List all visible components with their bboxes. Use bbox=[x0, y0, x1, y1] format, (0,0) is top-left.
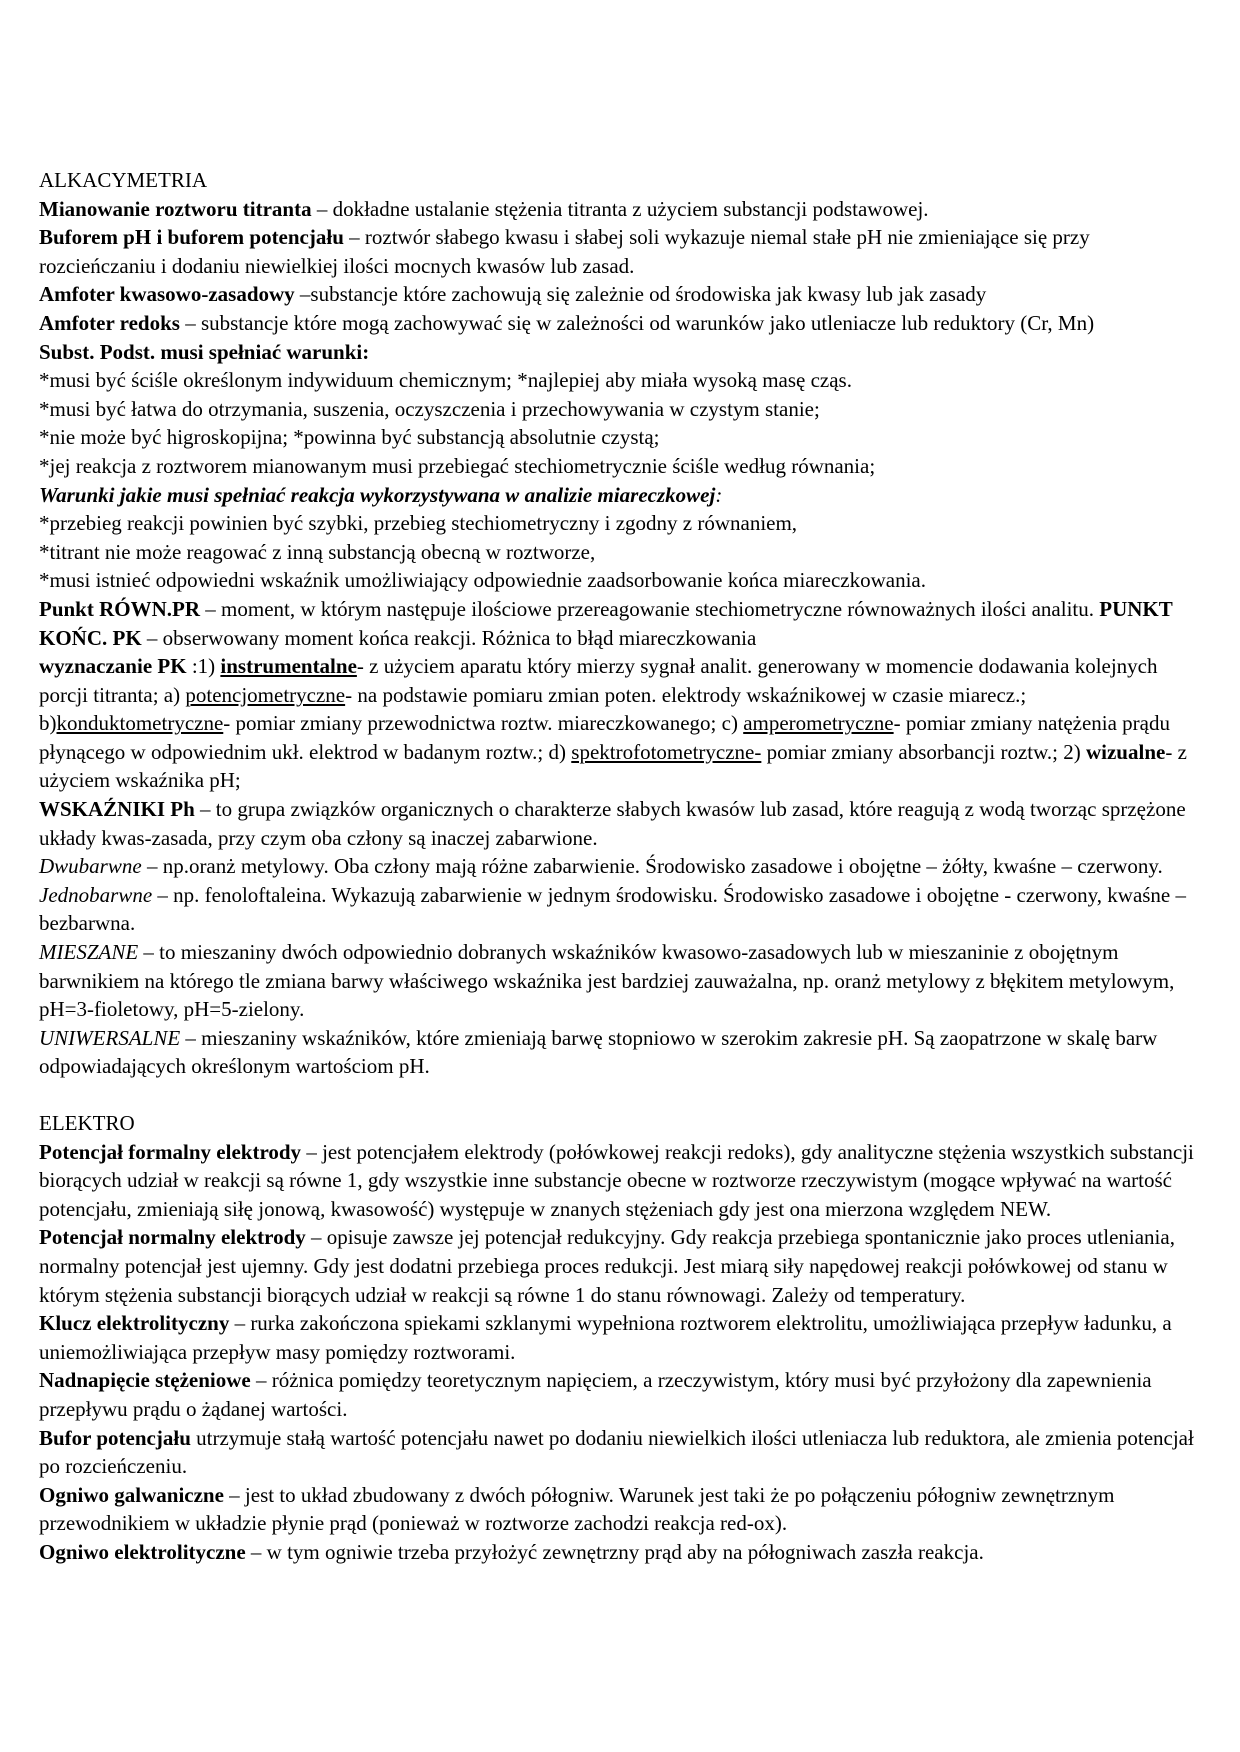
paragraph-nadnapiecie bbox=[39, 1366, 1210, 1423]
term-punkt-rown: Punkt RÓWN.PR bbox=[39, 596, 201, 621]
list-item: *przebieg reakcji powinien być szybki, przebieg stechiometryczny i zgodny z równaniem, bbox=[39, 511, 798, 536]
term-ogniwo-elektrolityczne: Ogniwo elektrolityczne bbox=[39, 1539, 246, 1564]
paragraph-wskazniki bbox=[39, 795, 1210, 852]
term-nadnapiecie: Nadnapięcie stężeniowe bbox=[39, 1368, 251, 1393]
term-bufor-potencjalu: Bufor potencjału bbox=[39, 1425, 191, 1450]
term-ogniwo-galwaniczne: Ogniwo galwaniczne bbox=[39, 1482, 224, 1507]
definition-text: – mieszaniny wskaźników, które zmieniają barwę stopniowo w szerokim zakresie pH. Są zaopatrzone w skalę barw odpowiadających określonym wartościom pH. bbox=[39, 1025, 1158, 1079]
text-fragment: :1) bbox=[186, 654, 221, 679]
term-amfoter-redoks: Amfoter redoks bbox=[39, 310, 180, 335]
paragraph-bufor-ph bbox=[39, 223, 1210, 280]
term-wyznaczanie-pk: wyznaczanie PK bbox=[39, 654, 187, 679]
term-instrumentalne: instrumentalne bbox=[220, 654, 357, 679]
list-item: *jej reakcja z roztworem mianowanym musi przebiegać stechiometrycznie ściśle według równania; bbox=[39, 453, 876, 478]
list-item: *musi być łatwa do otrzymania, suszenia, oczyszczenia i przechowywania w czystym stanie; bbox=[39, 396, 820, 421]
definition-text: – dokładne ustalanie stężenia titranta z użyciem substancji podstawowej. bbox=[311, 196, 929, 221]
definition-text: – to grupa związków organicznych o charakterze słabych kwasów lub zasad, które reagują z wodą tworząc sprzężone układy kwas-zasada, przy czym oba człony są inaczej zabarwione. bbox=[39, 797, 1186, 850]
term-uniwersalne: UNIWERSALNE bbox=[39, 1025, 181, 1050]
text-fragment: - pomiar zmiany natężenia prądu płynącego w odpowiednim ukł. elektrod w badanym roztw.; d) bbox=[39, 711, 1170, 764]
term-potencjal-normalny: Potencjał normalny elektrody bbox=[39, 1225, 306, 1250]
text-fragment: - z użyciem aparatu który mierzy sygnał analit. generowany w momencie dodawania kolejnych porcji titranta; a) bbox=[39, 654, 1158, 707]
section-elektro bbox=[39, 1109, 1210, 1567]
paragraph-amfoter-kz bbox=[39, 280, 1210, 309]
paragraph-bufor-potencjalu bbox=[39, 1424, 1210, 1481]
definition-text: – różnica pomiędzy teoretycznym napięciem, a rzeczywistym, który musi być przyłożony dla zapewnienia przepływu prądu o żądanej wartości. bbox=[39, 1368, 1152, 1421]
paragraph-mianowanie bbox=[39, 195, 1210, 224]
definition-text: – jest potencjałem elektrody (połówkowej reakcji redoks), gdy analityczne stężenia wszystkich substancji biorących udział w reakcji są równe 1, gdy wszystkie inne substancje obecne w roztworze rzeczywistym (mogące wpływać na wartość potencjału, zmieniają siłę jonową, kwasowość) występuje w znanych stężeniach gdy jest ona mierzona względem NEW. bbox=[39, 1139, 1194, 1221]
definition-text: – opisuje zawsze jej potencjał redukcyjny. Gdy reakcja przebiega spontanicznie jako proces utleniania, normalny potencjał jest ujemny. Gdy jest dodatni przebiega proces redukcji. Jest miarą siły napędowej reakcji połówkowej od stanu w którym stężenia substancji biorących udział w reakcji są równe 1 do stanu równowagi. Zależy od temperatury. bbox=[39, 1225, 1175, 1307]
paragraph-uniwersalne bbox=[39, 1024, 1210, 1081]
paragraph-klucz bbox=[39, 1309, 1210, 1366]
term-jednobarwne: Jednobarwne bbox=[39, 882, 153, 907]
colon: : bbox=[715, 482, 723, 507]
term-dwubarwne: Dwubarwne bbox=[39, 854, 142, 879]
term-bufor-ph: Buforem pH i buforem potencjału bbox=[39, 225, 344, 250]
term-amfoter-kz: Amfoter kwasowo-zasadowy bbox=[39, 282, 295, 307]
definition-text: – rurka zakończona spiekami szklanymi wypełniona roztworem elektrolitu, umożliwiająca przepływ ładunku, a uniemożliwiająca przepływ masy pomiędzy roztworami. bbox=[39, 1311, 1172, 1364]
term-punkt-konc: PUNKT KOŃC. PK bbox=[39, 596, 1173, 650]
heading-subst-podst: Subst. Podst. musi spełniać warunki: bbox=[39, 339, 370, 364]
definition-text: – obserwowany moment końca reakcji. Różnica to błąd miareczkowania bbox=[141, 625, 757, 650]
definition-text: – jest to układ zbudowany z dwóch półogniw. Warunek jest taki że po połączeniu półogniw zewnętrznym przewodnikiem w układzie płynie prąd (ponieważ w roztworze zachodzi reakcja red-ox). bbox=[39, 1482, 1115, 1536]
definition-text: – w tym ogniwie trzeba przyłożyć zewnętrzny prąd aby na półogniwach zaszła reakcja. bbox=[245, 1539, 984, 1564]
paragraph-potencjal-normalny bbox=[39, 1223, 1210, 1309]
paragraph-mieszane bbox=[39, 938, 1210, 1024]
text-fragment: - pomiar zmiany przewodnictwa roztw. miareczkowanego; c) bbox=[223, 711, 744, 736]
term-wskazniki: WSKAŹNIKI Ph bbox=[39, 797, 195, 822]
paragraph-amfoter-redoks bbox=[39, 309, 1210, 338]
term-amperometryczne: amperometryczne bbox=[743, 711, 894, 736]
term-potencjometryczne: potencjometryczne bbox=[185, 682, 346, 707]
section-title-elektro: ELEKTRO bbox=[39, 1111, 135, 1135]
heading-warunki-reakcji bbox=[39, 481, 1210, 510]
paragraph-jednobarwne bbox=[39, 881, 1210, 938]
section-title-alkacymetria: ALKACYMETRIA bbox=[39, 168, 207, 192]
definition-text: – substancje które mogą zachowywać się w zależności od warunków jako utleniacze lub reduktory (Cr, Mn) bbox=[179, 310, 1095, 335]
term-mieszane: MIESZANE bbox=[39, 940, 139, 965]
list-item: *nie może być higroskopijna; *powinna być substancją absolutnie czystą; bbox=[39, 425, 660, 450]
paragraph-wyznaczanie-pk bbox=[39, 652, 1210, 795]
term-potencjal-formalny: Potencjał formalny elektrody bbox=[39, 1139, 302, 1164]
definition-text: – np.oranż metylowy. Oba człony mają różne zabarwienie. Środowisko zasadowe i obojętne – żółty, kwaśne – czerwony. bbox=[141, 854, 1163, 879]
list-item: *musi być ściśle określonym indywiduum chemicznym; *najlepiej aby miała wysoką masę cząs. bbox=[39, 368, 852, 393]
term-warunki-reakcji: Warunki jakie musi spełniać reakcja wykorzystywana w analizie miareczkowej bbox=[39, 482, 716, 507]
definition-text: –substancje które zachowują się zależnie od środowiska jak kwasy lub jak zasady bbox=[294, 282, 987, 307]
definition-text: utrzymuje stałą wartość potencjału nawet po dodaniu niewielkich ilości utleniacza lub reduktora, ale zmienia potencjał po rozcieńczeniu. bbox=[39, 1425, 1194, 1479]
definition-text: – roztwór słabego kwasu i słabej soli wykazuje niemal stałe pH nie zmieniające się przy rozcieńczaniu i dodaniu niewielkiej ilości mocnych kwasów lub zasad. bbox=[39, 225, 1090, 278]
term-konduktometryczne: konduktometryczne bbox=[56, 711, 224, 736]
section-spacer bbox=[39, 1081, 1210, 1109]
section-alkacymetria bbox=[39, 166, 1210, 1081]
text-fragment: pomiar zmiany absorbancji roztw.; 2) bbox=[761, 739, 1086, 764]
paragraph-punkt-rown bbox=[39, 595, 1210, 652]
list-item: *musi istnieć odpowiedni wskaźnik umożliwiający odpowiednie zaadsorbowanie końca miareczkowania. bbox=[39, 568, 926, 593]
term-wizualne: wizualne bbox=[1085, 739, 1166, 764]
list-item: *titrant nie może reagować z inną substancją obecną w roztworze, bbox=[39, 539, 596, 564]
paragraph-ogniwo-elektrolityczne bbox=[39, 1538, 1210, 1567]
definition-text: – np. fenoloftaleina. Wykazują zabarwienie w jednym środowisku. Środowisko zasadowe i obojętne - czerwony, kwaśne – bezbarwna. bbox=[39, 882, 1187, 936]
text-fragment: - na podstawie pomiaru zmian poten. elektrody wskaźnikowej w czasie miarecz.; b) bbox=[39, 682, 1027, 736]
term-klucz: Klucz elektrolityczny bbox=[39, 1311, 230, 1336]
definition-text: – moment, w którym następuje ilościowe przereagowanie stechiometryczne równoważnych ilości analitu. bbox=[200, 596, 1100, 621]
term-spektrofotometryczne: spektrofotometryczne- bbox=[571, 739, 762, 764]
paragraph-potencjal-formalny bbox=[39, 1138, 1210, 1224]
paragraph-ogniwo-galwaniczne bbox=[39, 1481, 1210, 1538]
term-mianowanie: Mianowanie roztworu titranta bbox=[39, 196, 312, 221]
text-fragment: - z użyciem wskaźnika pH; bbox=[39, 739, 1187, 793]
paragraph-dwubarwne bbox=[39, 852, 1210, 881]
definition-text: – to mieszaniny dwóch odpowiednio dobranych wskaźników kwasowo-zasadowych lub w mieszaninie z obojętnym barwnikiem na którego tle zmiana barwy właściwego wskaźnika jest bardziej zauważalna, np. oranż metylowy z błękitem metylowym, pH=3-fioletowy, pH=5-zielony. bbox=[39, 940, 1175, 1022]
